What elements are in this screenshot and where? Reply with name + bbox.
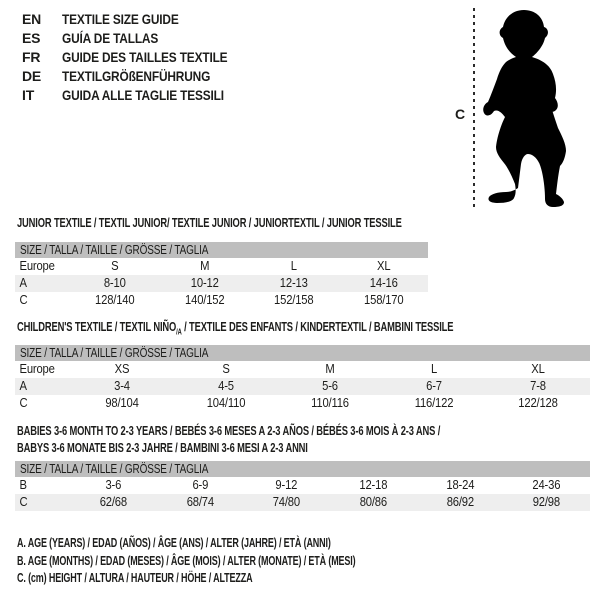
table-cell: XS xyxy=(114,362,130,376)
row-label: A xyxy=(19,276,27,290)
children-size-table xyxy=(15,345,590,412)
language-label: GUIDE DES TAILLES TEXTILE xyxy=(62,49,228,65)
legend-line-b: B. AGE (MONTHS) / EDAD (MESES) / ÂGE (MOIS) / ALTER (MONATE) / ETÀ (MESI) xyxy=(17,553,356,568)
table-cell: 110/116 xyxy=(311,396,349,410)
table-row xyxy=(15,395,590,412)
language-row xyxy=(22,10,257,29)
table-cell: 7-8 xyxy=(530,379,546,393)
table-cell: 24-36 xyxy=(532,478,561,492)
table-cell: 18-24 xyxy=(446,478,474,492)
table-cell: 152/158 xyxy=(274,293,314,307)
table-cell: 62/68 xyxy=(99,495,127,509)
language-code: IT xyxy=(22,87,35,103)
babies-section-title-line1: BABIES 3-6 MONTH TO 2-3 YEARS / BEBÉS 3-6 MESES A 2-3 AÑOS / BÉBÉS 3-6 MOIS À 2-3 ANS / xyxy=(17,423,441,438)
junior-section-title xyxy=(17,214,551,231)
language-label: TEXTILE SIZE GUIDE xyxy=(62,11,179,27)
table-cell: 104/110 xyxy=(206,396,246,410)
row-label: C xyxy=(19,293,28,307)
table-cell: 80/86 xyxy=(359,495,387,509)
table-cell: 12-18 xyxy=(359,478,388,492)
table-cell: XL xyxy=(376,259,390,273)
table-cell: 6-7 xyxy=(426,379,442,393)
table-cell: 140/152 xyxy=(184,293,224,307)
table-row xyxy=(15,378,590,395)
children-section-title-text xyxy=(17,318,453,341)
language-row xyxy=(22,48,257,67)
row-label: C xyxy=(19,495,28,509)
table-cell: 9-12 xyxy=(275,478,298,492)
table-cell: 74/80 xyxy=(273,495,301,509)
table-row xyxy=(15,494,590,511)
table-row xyxy=(15,275,428,292)
measurement-legend xyxy=(17,535,487,588)
table-cell: 116/122 xyxy=(414,396,454,410)
table-cell: L xyxy=(290,259,297,273)
table-row xyxy=(15,361,590,378)
children-title-main: CHILDREN'S TEXTILE / TEXTIL NIÑO xyxy=(17,319,177,334)
table-cell: 3-6 xyxy=(105,478,122,492)
children-title-subscript: /A xyxy=(176,327,182,337)
table-cell: L xyxy=(430,362,438,376)
language-guide xyxy=(22,10,257,105)
junior-section-title-text: JUNIOR TEXTILE / TEXTIL JUNIOR/ TEXTILE JUNIOR / JUNIORTEXTIL / JUNIOR TESSILE xyxy=(17,215,402,230)
table-row xyxy=(15,292,428,309)
table-row xyxy=(15,258,428,275)
table-cell: 14-16 xyxy=(369,276,398,290)
size-header-bar xyxy=(15,461,590,477)
language-code: EN xyxy=(22,11,42,27)
language-code: FR xyxy=(22,49,41,65)
row-label: C xyxy=(19,396,28,410)
table-cell: 8-10 xyxy=(103,276,126,290)
children-section-title xyxy=(17,318,600,341)
table-cell: S xyxy=(222,362,230,376)
language-label: GUÍA DE TALLAS xyxy=(62,30,159,46)
toddler-silhouette-icon xyxy=(479,6,592,210)
language-label: GUIDA ALLE TAGLIE TESSILI xyxy=(62,87,224,103)
table-cell: 6-9 xyxy=(192,478,208,492)
row-label: B xyxy=(19,478,27,492)
language-row xyxy=(22,29,257,48)
size-header-text: SIZE / TALLA / TAILLE / GRÖSSE / TAGLIA xyxy=(20,346,209,360)
babies-size-table xyxy=(15,461,590,511)
language-code: DE xyxy=(22,68,42,84)
table-cell: 3-4 xyxy=(114,379,130,393)
height-measure-dotted-line xyxy=(473,8,475,207)
size-header-bar xyxy=(15,242,428,258)
language-row xyxy=(22,67,257,86)
table-cell: 12-13 xyxy=(279,276,308,290)
row-label: Europe xyxy=(19,362,55,376)
table-cell: S xyxy=(111,259,119,273)
table-cell: 4-5 xyxy=(218,379,234,393)
row-label: Europe xyxy=(19,259,55,273)
language-row xyxy=(22,86,257,105)
size-header-text: SIZE / TALLA / TAILLE / GRÖSSE / TAGLIA xyxy=(20,243,209,257)
language-label: TEXTILGRÖßENFÜHRUNG xyxy=(62,68,211,84)
table-cell: 10-12 xyxy=(190,276,219,290)
size-header-text: SIZE / TALLA / TAILLE / GRÖSSE / TAGLIA xyxy=(20,462,209,476)
table-cell: 5-6 xyxy=(322,379,338,393)
babies-section-title xyxy=(17,422,600,456)
table-cell: 158/170 xyxy=(363,293,403,307)
language-code: ES xyxy=(22,30,41,46)
junior-size-table xyxy=(15,242,428,309)
table-cell: 128/140 xyxy=(95,293,135,307)
size-header-bar xyxy=(15,345,590,361)
row-label: A xyxy=(19,379,27,393)
legend-line-c: C. (cm) HEIGHT / ALTURA / HAUTEUR / HÖHE / ALTEZZA xyxy=(17,571,253,585)
table-cell: 122/128 xyxy=(518,396,558,410)
children-title-rest: / TEXTILE DES ENFANTS / KINDERTEXTIL / BAMBINI TESSILE xyxy=(181,319,454,334)
table-cell: 68/74 xyxy=(186,495,214,509)
babies-section-title-line2: BABYS 3-6 MONATE BIS 2-3 JAHRE / BAMBINI 3-6 MESI A 2-3 ANNI xyxy=(17,440,308,455)
table-cell: 86/92 xyxy=(446,495,474,509)
table-cell: M xyxy=(325,362,335,376)
table-cell: 92/98 xyxy=(533,495,561,509)
legend-line-a: A. AGE (YEARS) / EDAD (AÑOS) / ÂGE (ANS) / ALTER (JAHRE) / ETÀ (ANNI) xyxy=(17,536,331,550)
table-cell: 98/104 xyxy=(105,396,139,410)
table-cell: XL xyxy=(531,362,545,376)
height-measure-label: C xyxy=(455,106,465,122)
table-row xyxy=(15,477,590,494)
table-cell: M xyxy=(199,259,209,273)
